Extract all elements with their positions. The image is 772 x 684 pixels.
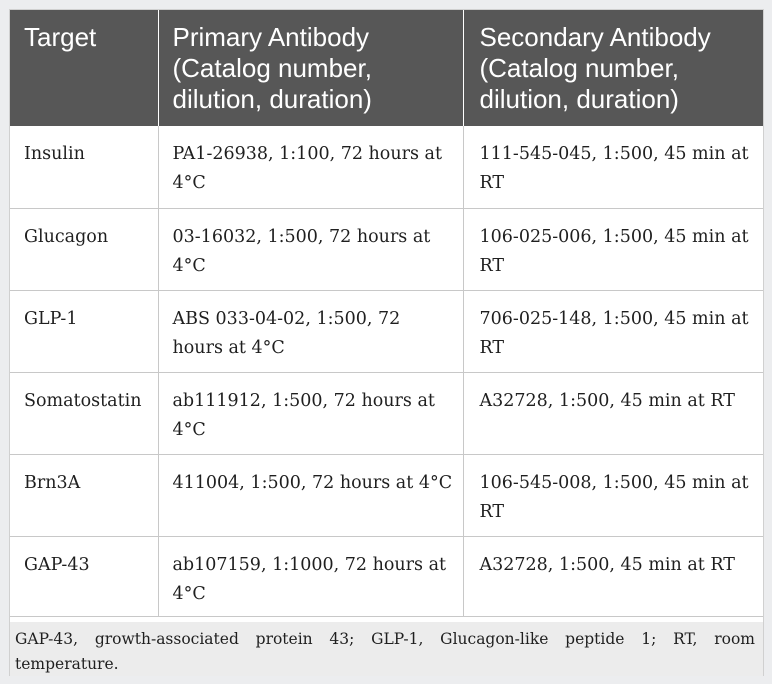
cell-secondary: 111-545-045, 1:500, 45 min at RT: [463, 126, 763, 208]
cell-target: Insulin: [10, 126, 158, 208]
table-footnote: GAP-43, growth-associated protein 43; GLP-1, Glucagon-like peptide 1; RT, room temperature.: [10, 622, 763, 676]
cell-secondary: 106-545-008, 1:500, 45 min at RT: [463, 454, 763, 536]
cell-target: Brn3A: [10, 454, 158, 536]
table-row: [10, 454, 763, 536]
cell-primary: 03-16032, 1:500, 72 hours at 4°C: [158, 208, 463, 290]
cell-secondary: 706-025-148, 1:500, 45 min at RT: [463, 290, 763, 372]
header-target: Target: [10, 10, 158, 126]
cell-primary: ab107159, 1:1000, 72 hours at 4°C: [158, 536, 463, 616]
cell-target: Somatostatin: [10, 372, 158, 454]
antibody-table-container: [9, 9, 764, 676]
cell-secondary: A32728, 1:500, 45 min at RT: [463, 372, 763, 454]
header-primary-antibody: Primary Antibody (Catalog number, dilution, duration): [158, 10, 463, 126]
cell-secondary: 106-025-006, 1:500, 45 min at RT: [463, 208, 763, 290]
table-row: [10, 372, 763, 454]
antibody-table: [10, 10, 763, 617]
cell-primary: PA1-26938, 1:100, 72 hours at 4°C: [158, 126, 463, 208]
table-row: [10, 290, 763, 372]
table-header-row: [10, 10, 763, 126]
cell-primary: ab111912, 1:500, 72 hours at 4°C: [158, 372, 463, 454]
header-secondary-antibody: Secondary Antibody (Catalog number, dilution, duration): [463, 10, 763, 126]
cell-secondary: A32728, 1:500, 45 min at RT: [463, 536, 763, 616]
table-row: [10, 126, 763, 208]
table-row: [10, 536, 763, 616]
cell-target: GLP-1: [10, 290, 158, 372]
cell-primary: ABS 033-04-02, 1:500, 72 hours at 4°C: [158, 290, 463, 372]
cell-target: Glucagon: [10, 208, 158, 290]
cell-primary: 411004, 1:500, 72 hours at 4°C: [158, 454, 463, 536]
table-row: [10, 208, 763, 290]
cell-target: GAP-43: [10, 536, 158, 616]
